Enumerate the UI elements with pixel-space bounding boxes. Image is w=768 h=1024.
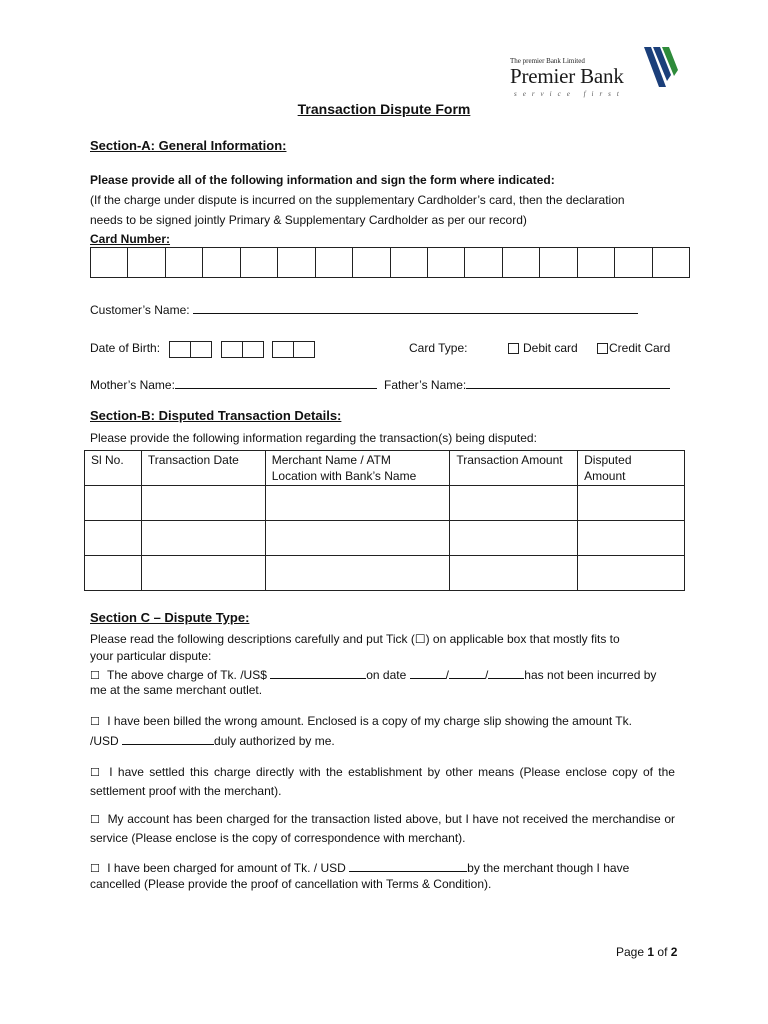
table-cell[interactable] bbox=[85, 486, 142, 521]
dispute-option-2 bbox=[90, 713, 675, 732]
customer-name-row bbox=[90, 300, 638, 320]
table-header-row bbox=[85, 451, 685, 486]
bank-subtitle: The premier Bank Limited bbox=[510, 57, 585, 65]
bank-tagline: service first bbox=[514, 90, 625, 98]
option-3-checkbox[interactable]: ☐ bbox=[90, 767, 100, 779]
option-4-text: My account has been charged for the transaction listed above, but I have not received the merchandise or service (Please enclose is the copy of correspondence with merchant). bbox=[90, 812, 676, 845]
option-4-checkbox[interactable]: ☐ bbox=[90, 814, 100, 826]
card-digit-box[interactable] bbox=[540, 248, 577, 277]
of-word: of bbox=[657, 945, 668, 959]
form-title: Transaction Dispute Form bbox=[297, 101, 471, 117]
section-c-heading: Section C – Dispute Type: bbox=[90, 610, 250, 625]
customer-name-label: Customer’s Name: bbox=[90, 303, 190, 317]
card-digit-box[interactable] bbox=[166, 248, 203, 277]
option-2-text-b: /USD bbox=[90, 734, 119, 748]
table-cell[interactable] bbox=[85, 556, 142, 591]
dispute-option-4 bbox=[90, 811, 675, 847]
card-digit-box[interactable] bbox=[428, 248, 465, 277]
col-disputed-amount bbox=[578, 451, 685, 486]
dob-day[interactable] bbox=[169, 339, 212, 358]
card-digit-box[interactable] bbox=[203, 248, 240, 277]
mother-name-label: Mother’s Name: bbox=[90, 378, 175, 392]
table-cell[interactable] bbox=[578, 556, 685, 591]
option-5-amount-field[interactable] bbox=[349, 858, 467, 872]
transaction-table bbox=[84, 450, 685, 591]
customer-name-field[interactable] bbox=[193, 300, 638, 314]
credit-card-label: Credit Card bbox=[609, 341, 671, 355]
col-transaction-amount: Transaction Amount bbox=[450, 451, 578, 486]
credit-card-checkbox[interactable] bbox=[597, 343, 608, 354]
option-2-checkbox[interactable]: ☐ bbox=[90, 716, 100, 728]
dob-row bbox=[90, 339, 320, 358]
card-digit-box[interactable] bbox=[128, 248, 165, 277]
table-cell[interactable] bbox=[578, 521, 685, 556]
option-1-text-b: on date bbox=[366, 668, 407, 682]
dob-label: Date of Birth: bbox=[90, 341, 161, 355]
card-number-grid[interactable] bbox=[90, 247, 690, 278]
debit-card-label: Debit card bbox=[523, 341, 578, 355]
option-1-checkbox[interactable]: ☐ bbox=[90, 670, 100, 682]
date-separator: / bbox=[484, 668, 489, 682]
card-digit-box[interactable] bbox=[503, 248, 540, 277]
card-digit-box[interactable] bbox=[91, 248, 128, 277]
bank-logo-icon bbox=[640, 45, 680, 89]
table-cell[interactable] bbox=[141, 556, 265, 591]
option-1-amount-field[interactable] bbox=[270, 665, 366, 679]
page-number bbox=[616, 945, 677, 959]
section-c-intro-line2: your particular dispute: bbox=[90, 649, 212, 663]
option-1-text-d: me at the same merchant outlet. bbox=[90, 683, 263, 697]
table-row bbox=[85, 521, 685, 556]
card-digit-box[interactable] bbox=[615, 248, 652, 277]
page-total: 2 bbox=[670, 945, 678, 959]
option-1-year-field[interactable] bbox=[488, 665, 524, 679]
table-cell[interactable] bbox=[450, 556, 578, 591]
col-disputed-line2: Amount bbox=[584, 469, 626, 483]
table-cell[interactable] bbox=[450, 486, 578, 521]
table-row bbox=[85, 486, 685, 521]
section-a-note-line1: (If the charge under dispute is incurred on the supplementary Cardholder’s card, then the declaration bbox=[90, 193, 625, 207]
table-cell[interactable] bbox=[265, 521, 450, 556]
father-name-label: Father’s Name: bbox=[384, 378, 467, 392]
section-a-heading: Section-A: General Information: bbox=[90, 138, 287, 153]
option-5-text-c: cancelled (Please provide the proof of cancellation with Terms & Condition). bbox=[90, 877, 492, 891]
option-2-line2 bbox=[90, 731, 675, 751]
card-number-label: Card Number: bbox=[90, 232, 171, 246]
option-2-text-c: duly authorized by me. bbox=[214, 734, 335, 748]
col-sl-no: Sl No. bbox=[85, 451, 142, 486]
col-disputed-line1: Disputed bbox=[584, 453, 632, 467]
table-row bbox=[85, 556, 685, 591]
table-cell[interactable] bbox=[450, 521, 578, 556]
father-name-field[interactable] bbox=[466, 375, 670, 389]
mother-name-row bbox=[90, 375, 377, 395]
debit-card-checkbox[interactable] bbox=[508, 343, 519, 354]
card-digit-box[interactable] bbox=[391, 248, 428, 277]
option-1-day-field[interactable] bbox=[410, 665, 446, 679]
table-cell[interactable] bbox=[265, 486, 450, 521]
option-5-text-a: I have been charged for amount of Tk. / USD bbox=[107, 861, 346, 875]
col-merchant bbox=[265, 451, 450, 486]
table-cell[interactable] bbox=[141, 486, 265, 521]
card-type-label: Card Type: bbox=[409, 341, 468, 355]
card-digit-box[interactable] bbox=[316, 248, 353, 277]
option-3-text: I have settled this charge directly with the establishment by other means (Please enclose copy of the settlement proof with the merchant). bbox=[90, 765, 675, 798]
card-digit-box[interactable] bbox=[278, 248, 315, 277]
section-a-note-line2: needs to be signed jointly Primary & Supplementary Cardholder as per our record) bbox=[90, 213, 527, 227]
option-5-checkbox[interactable]: ☐ bbox=[90, 863, 100, 875]
card-digit-box[interactable] bbox=[241, 248, 278, 277]
section-b-intro: Please provide the following information regarding the transaction(s) being disputed: bbox=[90, 431, 537, 445]
mother-name-field[interactable] bbox=[175, 375, 377, 389]
table-cell[interactable] bbox=[578, 486, 685, 521]
date-separator: / bbox=[445, 668, 449, 682]
father-name-row bbox=[384, 375, 670, 395]
page-current: 1 bbox=[647, 945, 655, 959]
dispute-option-3 bbox=[90, 764, 675, 800]
option-1-text-a: The above charge of Tk. /US$ bbox=[107, 668, 267, 682]
option-2-text-a: I have been billed the wrong amount. Enclosed is a copy of my charge slip showing the amount Tk. bbox=[107, 714, 632, 728]
card-digit-box[interactable] bbox=[578, 248, 615, 277]
section-a-instruction: Please provide all of the following information and sign the form where indicated: bbox=[90, 173, 555, 187]
option-1-text-c: has not been incurred by bbox=[524, 668, 657, 682]
table-cell[interactable] bbox=[265, 556, 450, 591]
option-1-month-field[interactable] bbox=[449, 665, 485, 679]
page-word: Page bbox=[616, 945, 645, 959]
card-digit-box[interactable] bbox=[353, 248, 390, 277]
col-merchant-line2: Location with Bank’s Name bbox=[271, 469, 417, 483]
card-digit-box[interactable] bbox=[653, 248, 689, 277]
section-b-heading: Section-B: Disputed Transaction Details: bbox=[90, 408, 342, 423]
debit-card-option[interactable] bbox=[508, 339, 578, 358]
option-2-amount-field[interactable] bbox=[122, 731, 214, 745]
dob-month[interactable] bbox=[221, 339, 264, 358]
col-merchant-line1: Merchant Name / ATM bbox=[271, 453, 391, 467]
bank-name: Premier Bank bbox=[510, 64, 624, 88]
col-transaction-date: Transaction Date bbox=[141, 451, 265, 486]
credit-card-option[interactable] bbox=[597, 339, 670, 358]
table-cell[interactable] bbox=[85, 521, 142, 556]
card-digit-box[interactable] bbox=[465, 248, 502, 277]
section-c-intro-line1: Please read the following descriptions carefully and put Tick (☐) on applicable box that mostly fits to bbox=[90, 632, 620, 646]
option-5-text-b: by the merchant though I have bbox=[467, 861, 630, 875]
dob-year[interactable] bbox=[272, 339, 315, 358]
table-cell[interactable] bbox=[141, 521, 265, 556]
